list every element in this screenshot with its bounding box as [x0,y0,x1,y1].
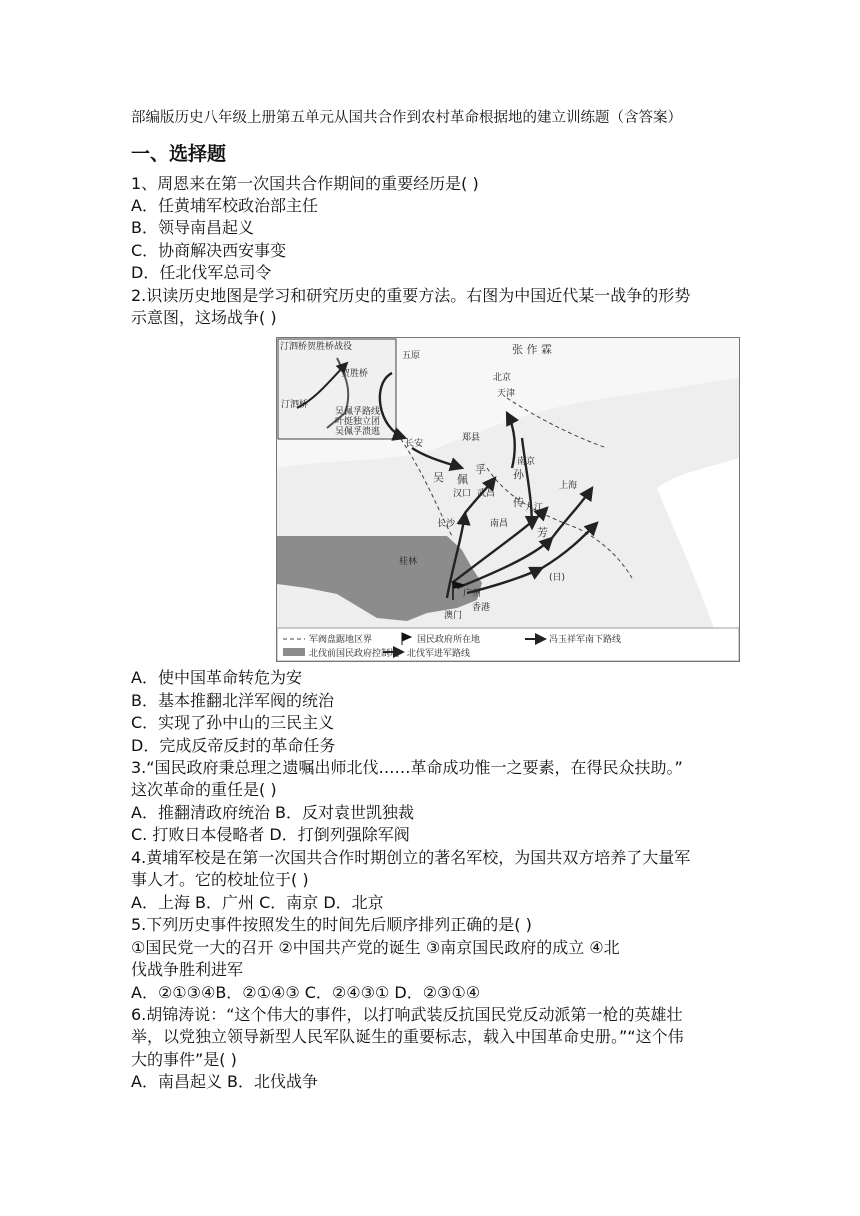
label-wu: 吴 [433,471,444,484]
question-5: 5.下列历史事件按照发生的时间先后顺序排列正确的是( ) [131,915,532,934]
label-chuan: 传 [513,496,524,509]
q2-option-c: C．实现了孙中山的三民主义 [131,713,335,732]
label-beijing: 北京 [493,373,512,383]
q1-option-a: A．任黄埔军校政治部主任 [131,196,318,215]
label-aomen: 澳门 [444,611,463,621]
q1-option-c: C．协商解决西安事变 [131,241,287,260]
inset-place-hesheng: 贺胜桥 [341,369,369,379]
label-jiujiang: 九江 [525,503,544,513]
legend-govt: 国民政府所在地 [417,635,481,645]
section-title: 一、选择题 [131,143,227,165]
q6-options: A．南昌起义 B．北伐战争 [131,1072,319,1091]
question-4-line-2: 事人才。它的校址位于( ) [131,870,309,889]
label-nanjing: 南京 [517,457,536,467]
label-changan: 长安 [405,439,424,449]
question-4-line-1: 4.黄埔军校是在第一次国共合作时期创立的著名军校，为国共双方培养了大量军 [131,848,691,867]
label-hankou: 汉口 [453,489,472,499]
q3-options-cd: C. 打败日本侵略者 D．打倒列强除军阀 [131,825,410,844]
inset-place-tingsi: 汀泗桥 [281,400,309,410]
q2-option-b: B．基本推翻北洋军阀的统治 [131,691,334,710]
q2-option-a: A．使中国革命转危为安 [131,668,302,687]
label-guilin: 桂林 [399,557,418,567]
label-wuyuan: 五原 [402,351,421,361]
document-title: 部编版历史八年级上册第五单元从国共合作到农村革命根据地的建立训练题（含答案） [131,110,682,126]
label-fang: 芳 [537,526,548,539]
legend-route: 北伐军进军路线 [407,649,471,659]
label-zhengxian: 郑县 [462,433,481,443]
label-xianggang: 香港 [472,603,491,613]
legend-boundary: 军阀盘踞地区界 [309,635,373,645]
label-zhang: 张 作 霖 [512,343,552,356]
inset-title: 汀泗桥贺胜桥战役 [280,342,353,352]
label-fu: 孚 [475,463,486,476]
question-3-line-2: 这次革命的重任是( ) [131,780,277,799]
label-changsha: 长沙 [437,519,456,529]
question-2-line-1: 2.识读历史地图是学习和研究历史的重要方法。右图为中国近代某一战争的形势 [131,286,691,305]
label-tianjin: 天津 [497,389,516,399]
q1-option-d: D．任北伐军总司令 [131,263,272,282]
question-2-line-2: 示意图，这场战争( ) [131,308,277,327]
q3-options-ab: A．推翻清政府统治 B．反对袁世凯独裁 [131,803,415,822]
label-nanchang: 南昌 [490,519,509,529]
inset-legend-1: 吴佩孚路线 [335,407,381,417]
label-sun: 孙 [513,468,524,481]
label-shanghai: 上海 [559,481,578,491]
question-6-line-1: 6.胡锦涛说：“这个伟大的事件，以打响武装反抗国民党反动派第一枪的英雄壮 [131,1005,683,1024]
label-wuchang: 武昌 [477,489,496,499]
inset-legend-2: 叶挺独立团 [335,417,381,427]
question-6-line-3: 大的事件”是( ) [131,1050,237,1069]
label-pei: 佩 [457,473,468,486]
q1-option-b: B．领导南昌起义 [131,218,254,237]
label-guangzhou: 广州 [463,589,482,599]
question-6-line-2: 举，以党独立领导新型人民军队诞生的重要标志，载入中国革命史册。”“这个伟 [131,1027,684,1046]
q4-options: A．上海 B．广州 C．南京 D．北京 [131,893,384,912]
northern-expedition-map [276,337,740,662]
label-taiwan: (日) [549,573,566,583]
question-3-line-1: 3.“国民政府秉总理之遗嘱出师北伐……革命成功惟一之要素，在得民众扶助。” [131,758,683,777]
q5-events-line-1: ①国民党一大的召开 ②中国共产党的诞生 ③南京国民政府的成立 ④北 [131,938,620,957]
question-1: 1、周恩来在第一次国共合作期间的重要经历是( ) [131,174,479,193]
q2-option-d: D．完成反帝反封的革命任务 [131,736,336,755]
q5-options: A．②①③④B．②①④③ C．②④③① D．②③①④ [131,983,481,1002]
legend-controlled: 北伐前国民政府控制地 [309,649,400,659]
q5-events-line-2: 伐战争胜利进军 [131,960,244,979]
legend-feng: 冯玉祥军南下路线 [549,635,622,645]
inset-legend-3: 吴佩孚溃逃 [335,427,381,437]
